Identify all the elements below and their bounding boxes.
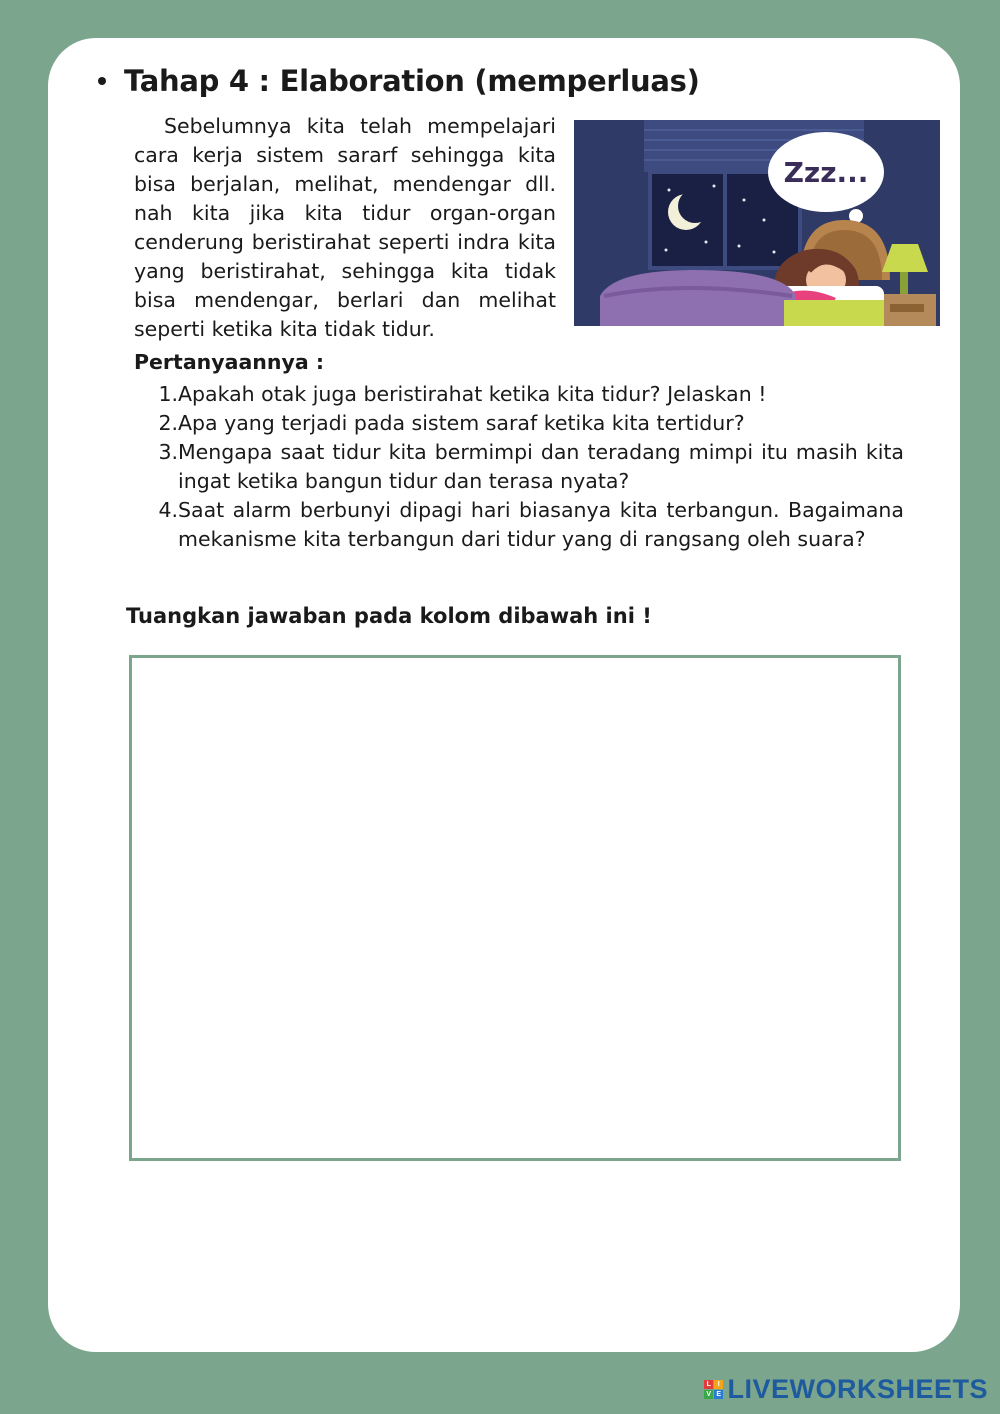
question-number: 3. bbox=[158, 440, 178, 464]
question-item bbox=[154, 438, 904, 496]
bullet-icon bbox=[98, 77, 106, 85]
question-text: Apakah otak juga beristirahat ketika kita tidur? Jelaskan ! bbox=[178, 382, 767, 406]
intro-paragraph: Sebelumnya kita telah mempelajari cara kerja sistem sararf sehingga kita bisa berjalan, melihat, mendengar dll. nah kita jika kita tidur organ-organ cenderung beristirahat seperti indra kita yang beristirahat, sehingga kita tidak bisa mendengar, berlari dan melihat seperti ketika kita tidak tidur. bbox=[134, 114, 556, 341]
questions-title: Pertanyaannya : bbox=[134, 350, 325, 374]
question-item bbox=[154, 380, 904, 409]
page-heading-text: Tahap 4 : Elaboration (memperluas) bbox=[124, 64, 700, 98]
answer-instruction: Tuangkan jawaban pada kolom dibawah ini ! bbox=[126, 604, 652, 628]
worksheet-card bbox=[48, 38, 960, 1352]
liveworksheets-logo-icon: L I V E bbox=[706, 1381, 722, 1398]
bubble-text: Zzz... bbox=[783, 156, 869, 189]
question-number: 1. bbox=[158, 382, 178, 406]
question-item bbox=[154, 409, 904, 438]
page-heading bbox=[122, 64, 700, 98]
question-text: Saat alarm berbunyi dipagi hari biasanya kita terbangun. Bagaimana mekanisme kita terbangun dari tidur yang di rangsang oleh suara? bbox=[178, 498, 904, 551]
question-number: 2. bbox=[158, 411, 178, 435]
questions-list bbox=[154, 380, 904, 554]
sleeping-girl-illustration bbox=[574, 120, 940, 326]
liveworksheets-watermark[interactable] bbox=[704, 1374, 988, 1405]
answer-textbox[interactable] bbox=[129, 655, 901, 1161]
question-item bbox=[154, 496, 904, 554]
liveworksheets-text: LIVEWORKSHEETS bbox=[727, 1374, 988, 1404]
question-text: Apa yang terjadi pada sistem saraf ketika kita tertidur? bbox=[178, 411, 745, 435]
question-number: 4. bbox=[158, 498, 178, 522]
question-text: Mengapa saat tidur kita bermimpi dan teradang mimpi itu masih kita ingat ketika bangun tidur dan terasa nyata? bbox=[178, 440, 904, 493]
